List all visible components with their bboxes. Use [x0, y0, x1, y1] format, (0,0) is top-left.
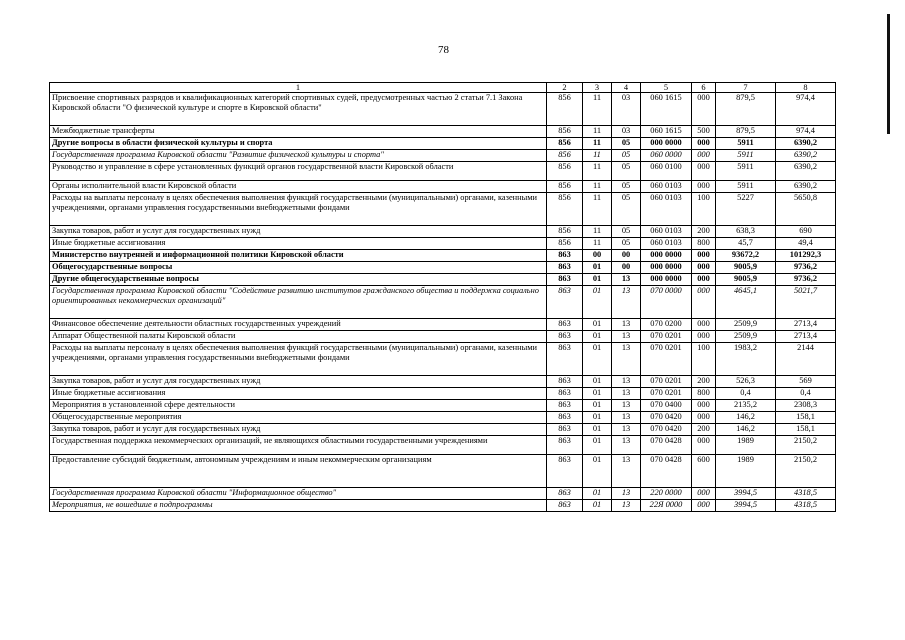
sum-year2-cell: 4318,5 — [776, 488, 836, 500]
expense-type-cell: 000 — [692, 319, 716, 331]
target-article-cell: 070 0420 — [641, 424, 692, 436]
target-article-cell: 070 0201 — [641, 343, 692, 376]
expense-type-cell: 200 — [692, 226, 716, 238]
item-name-cell: Иные бюджетные ассигнования — [50, 388, 547, 400]
sum-year2-cell: 5021,7 — [776, 286, 836, 319]
subsection-cell: 13 — [612, 388, 641, 400]
item-name-cell: Расходы на выплаты персоналу в целях обеспечения выполнения функций государственными (муниципальными) органами, казенными учреждениями, органами управления государственными внебюджетными фондами — [50, 343, 547, 376]
sum-year1-cell: 879,5 — [716, 126, 776, 138]
admin-code-cell: 856 — [547, 162, 583, 181]
target-article-cell: 070 0200 — [641, 319, 692, 331]
item-name-cell: Мероприятия в установленной сфере деятельности — [50, 400, 547, 412]
expense-type-cell: 000 — [692, 150, 716, 162]
subsection-cell: 13 — [612, 500, 641, 512]
subsection-cell: 05 — [612, 138, 641, 150]
subsection-cell: 03 — [612, 93, 641, 126]
subsection-cell: 13 — [612, 424, 641, 436]
section-cell: 01 — [583, 274, 612, 286]
sum-year1-cell: 146,2 — [716, 424, 776, 436]
sum-year2-cell: 2150,2 — [776, 436, 836, 455]
admin-code-cell: 863 — [547, 286, 583, 319]
subsection-cell: 05 — [612, 150, 641, 162]
sum-year2-cell: 2713,4 — [776, 331, 836, 343]
sum-year2-cell: 6390,2 — [776, 138, 836, 150]
target-article-cell: 060 0103 — [641, 181, 692, 193]
table-body — [50, 93, 836, 512]
table-row — [50, 181, 836, 193]
sum-year2-cell: 569 — [776, 376, 836, 388]
target-article-cell: 070 0428 — [641, 436, 692, 455]
sum-year1-cell: 526,3 — [716, 376, 776, 388]
sum-year2-cell: 158,1 — [776, 424, 836, 436]
sum-year2-cell: 2144 — [776, 343, 836, 376]
sum-year1-cell: 3994,5 — [716, 500, 776, 512]
target-article-cell: 060 0000 — [641, 150, 692, 162]
table-row — [50, 400, 836, 412]
target-article-cell: 070 0201 — [641, 388, 692, 400]
section-cell: 11 — [583, 150, 612, 162]
header-cell: 4 — [612, 83, 641, 93]
section-cell: 11 — [583, 193, 612, 226]
admin-code-cell: 863 — [547, 376, 583, 388]
target-article-cell: 000 0000 — [641, 274, 692, 286]
item-name-cell: Межбюджетные трансферты — [50, 126, 547, 138]
expense-type-cell: 000 — [692, 436, 716, 455]
table-row — [50, 150, 836, 162]
target-article-cell: 070 0201 — [641, 331, 692, 343]
sum-year1-cell: 5911 — [716, 162, 776, 181]
table-row — [50, 488, 836, 500]
sum-year2-cell: 974,4 — [776, 93, 836, 126]
table-row — [50, 500, 836, 512]
target-article-cell: 070 0428 — [641, 455, 692, 488]
subsection-cell: 13 — [612, 331, 641, 343]
item-name-cell: Министерство внутренней и информационной политики Кировской области — [50, 250, 547, 262]
sum-year1-cell: 5911 — [716, 138, 776, 150]
table-row — [50, 331, 836, 343]
admin-code-cell: 863 — [547, 319, 583, 331]
expense-type-cell: 000 — [692, 400, 716, 412]
expense-type-cell: 800 — [692, 238, 716, 250]
section-cell: 01 — [583, 376, 612, 388]
table-row — [50, 424, 836, 436]
expense-type-cell: 200 — [692, 376, 716, 388]
table-row — [50, 126, 836, 138]
sum-year2-cell: 5650,8 — [776, 193, 836, 226]
expense-type-cell: 000 — [692, 274, 716, 286]
sum-year1-cell: 879,5 — [716, 93, 776, 126]
section-cell: 01 — [583, 343, 612, 376]
expense-type-cell: 000 — [692, 138, 716, 150]
section-cell: 00 — [583, 250, 612, 262]
column-number-row — [50, 83, 836, 93]
header-cell: 6 — [692, 83, 716, 93]
sum-year1-cell: 146,2 — [716, 412, 776, 424]
item-name-cell: Финансовое обеспечение деятельности областных государственных учреждений — [50, 319, 547, 331]
header-cell: 5 — [641, 83, 692, 93]
target-article-cell: 070 0420 — [641, 412, 692, 424]
table-row — [50, 376, 836, 388]
sum-year2-cell: 690 — [776, 226, 836, 238]
sum-year1-cell: 1983,2 — [716, 343, 776, 376]
sum-year2-cell: 0,4 — [776, 388, 836, 400]
target-article-cell: 220 0000 — [641, 488, 692, 500]
target-article-cell: 060 1615 — [641, 126, 692, 138]
subsection-cell: 05 — [612, 238, 641, 250]
page-edge-mark — [887, 14, 890, 134]
admin-code-cell: 863 — [547, 250, 583, 262]
header-cell: 2 — [547, 83, 583, 93]
admin-code-cell: 863 — [547, 500, 583, 512]
admin-code-cell: 863 — [547, 400, 583, 412]
header-cell: 3 — [583, 83, 612, 93]
target-article-cell: 060 0103 — [641, 226, 692, 238]
item-name-cell: Закупка товаров, работ и услуг для государственных нужд — [50, 376, 547, 388]
item-name-cell: Органы исполнительной власти Кировской области — [50, 181, 547, 193]
subsection-cell: 13 — [612, 343, 641, 376]
sum-year1-cell: 93672,2 — [716, 250, 776, 262]
sum-year2-cell: 2713,4 — [776, 319, 836, 331]
table-row — [50, 455, 836, 488]
admin-code-cell: 863 — [547, 488, 583, 500]
item-name-cell: Присвоение спортивных разрядов и квалификационных категорий спортивных судей, предусмотренных частью 2 статьи 7.1 Закона Кировской области "О физической культуре и спорте в Кировской области" — [50, 93, 547, 126]
target-article-cell: 070 0400 — [641, 400, 692, 412]
item-name-cell: Общегосударственные мероприятия — [50, 412, 547, 424]
admin-code-cell: 856 — [547, 193, 583, 226]
admin-code-cell: 856 — [547, 126, 583, 138]
admin-code-cell: 856 — [547, 181, 583, 193]
item-name-cell: Аппарат Общественной палаты Кировской области — [50, 331, 547, 343]
expense-type-cell: 000 — [692, 500, 716, 512]
table-row — [50, 262, 836, 274]
sum-year1-cell: 3994,5 — [716, 488, 776, 500]
section-cell: 01 — [583, 319, 612, 331]
expense-type-cell: 000 — [692, 93, 716, 126]
table-row — [50, 388, 836, 400]
target-article-cell: 060 0103 — [641, 238, 692, 250]
subsection-cell: 13 — [612, 376, 641, 388]
subsection-cell: 13 — [612, 274, 641, 286]
target-article-cell: 060 0103 — [641, 193, 692, 226]
sum-year1-cell: 5911 — [716, 181, 776, 193]
table-row — [50, 250, 836, 262]
table-row — [50, 274, 836, 286]
sum-year2-cell: 6390,2 — [776, 162, 836, 181]
sum-year2-cell: 9736,2 — [776, 274, 836, 286]
section-cell: 01 — [583, 286, 612, 319]
budget-table — [49, 82, 836, 512]
expense-type-cell: 000 — [692, 412, 716, 424]
sum-year1-cell: 5911 — [716, 150, 776, 162]
table-row — [50, 138, 836, 150]
table-row — [50, 436, 836, 455]
section-cell: 11 — [583, 93, 612, 126]
section-cell: 01 — [583, 488, 612, 500]
expense-type-cell: 000 — [692, 162, 716, 181]
item-name-cell: Общегосударственные вопросы — [50, 262, 547, 274]
expense-type-cell: 100 — [692, 343, 716, 376]
item-name-cell: Другие вопросы в области физической культуры и спорта — [50, 138, 547, 150]
sum-year2-cell: 9736,2 — [776, 262, 836, 274]
sum-year2-cell: 2150,2 — [776, 455, 836, 488]
section-cell: 11 — [583, 238, 612, 250]
item-name-cell: Расходы на выплаты персоналу в целях обеспечения выполнения функций государственными (муниципальными) органами, казенными учреждениями, органами управления государственными внебюджетными фондами — [50, 193, 547, 226]
expense-type-cell: 500 — [692, 126, 716, 138]
item-name-cell: Мероприятия, не вошедшие в подпрограммы — [50, 500, 547, 512]
sum-year2-cell: 49,4 — [776, 238, 836, 250]
item-name-cell: Другие общегосударственные вопросы — [50, 274, 547, 286]
sum-year1-cell: 2509,9 — [716, 319, 776, 331]
sum-year1-cell: 9005,9 — [716, 262, 776, 274]
item-name-cell: Государственная поддержка некоммерческих организаций, не являющихся областными государственными учреждениями — [50, 436, 547, 455]
section-cell: 11 — [583, 226, 612, 238]
subsection-cell: 05 — [612, 162, 641, 181]
sum-year2-cell: 6390,2 — [776, 150, 836, 162]
item-name-cell: Руководство и управление в сфере установленных функций органов государственной власти Кировской области — [50, 162, 547, 181]
admin-code-cell: 863 — [547, 424, 583, 436]
table-row — [50, 162, 836, 181]
target-article-cell: 070 0201 — [641, 376, 692, 388]
admin-code-cell: 863 — [547, 455, 583, 488]
admin-code-cell: 863 — [547, 388, 583, 400]
sum-year1-cell: 1989 — [716, 455, 776, 488]
sum-year1-cell: 9005,9 — [716, 274, 776, 286]
sum-year1-cell: 2135,2 — [716, 400, 776, 412]
section-cell: 01 — [583, 412, 612, 424]
target-article-cell: 060 1615 — [641, 93, 692, 126]
section-cell: 11 — [583, 126, 612, 138]
subsection-cell: 00 — [612, 250, 641, 262]
header-cell: 8 — [776, 83, 836, 93]
section-cell: 11 — [583, 162, 612, 181]
target-article-cell: 22Я 0000 — [641, 500, 692, 512]
section-cell: 11 — [583, 181, 612, 193]
table-row — [50, 93, 836, 126]
expense-type-cell: 800 — [692, 388, 716, 400]
section-cell: 11 — [583, 138, 612, 150]
section-cell: 01 — [583, 500, 612, 512]
target-article-cell: 000 0000 — [641, 262, 692, 274]
subsection-cell: 13 — [612, 455, 641, 488]
sum-year1-cell: 2509,9 — [716, 331, 776, 343]
admin-code-cell: 863 — [547, 274, 583, 286]
admin-code-cell: 856 — [547, 93, 583, 126]
sum-year2-cell: 6390,2 — [776, 181, 836, 193]
admin-code-cell: 863 — [547, 262, 583, 274]
sum-year2-cell: 2308,3 — [776, 400, 836, 412]
expense-type-cell: 000 — [692, 181, 716, 193]
admin-code-cell: 863 — [547, 343, 583, 376]
admin-code-cell: 856 — [547, 238, 583, 250]
target-article-cell: 060 0100 — [641, 162, 692, 181]
expense-type-cell: 100 — [692, 193, 716, 226]
sum-year1-cell: 0,4 — [716, 388, 776, 400]
sum-year1-cell: 1989 — [716, 436, 776, 455]
item-name-cell: Государственная программа Кировской области "Содействие развитию институтов гражданского общества и поддержка социально ориентированных некоммерческих организаций" — [50, 286, 547, 319]
table-row — [50, 193, 836, 226]
sum-year2-cell: 4318,5 — [776, 500, 836, 512]
subsection-cell: 13 — [612, 400, 641, 412]
admin-code-cell: 863 — [547, 331, 583, 343]
sum-year2-cell: 158,1 — [776, 412, 836, 424]
sum-year1-cell: 4645,1 — [716, 286, 776, 319]
table-row — [50, 319, 836, 331]
target-article-cell: 070 0000 — [641, 286, 692, 319]
subsection-cell: 05 — [612, 193, 641, 226]
target-article-cell: 000 0000 — [641, 250, 692, 262]
subsection-cell: 05 — [612, 226, 641, 238]
section-cell: 01 — [583, 331, 612, 343]
table-row — [50, 286, 836, 319]
item-name-cell: Закупка товаров, работ и услуг для государственных нужд — [50, 424, 547, 436]
section-cell: 01 — [583, 424, 612, 436]
subsection-cell: 13 — [612, 488, 641, 500]
sum-year1-cell: 638,3 — [716, 226, 776, 238]
subsection-cell: 13 — [612, 319, 641, 331]
subsection-cell: 00 — [612, 262, 641, 274]
header-cell: 7 — [716, 83, 776, 93]
admin-code-cell: 856 — [547, 138, 583, 150]
table-row — [50, 343, 836, 376]
item-name-cell: Предоставление субсидий бюджетным, автономным учреждениям и иным некоммерческим организациям — [50, 455, 547, 488]
expense-type-cell: 000 — [692, 262, 716, 274]
expense-type-cell: 200 — [692, 424, 716, 436]
subsection-cell: 13 — [612, 412, 641, 424]
section-cell: 01 — [583, 455, 612, 488]
admin-code-cell: 856 — [547, 150, 583, 162]
sum-year2-cell: 974,4 — [776, 126, 836, 138]
admin-code-cell: 863 — [547, 436, 583, 455]
table-row — [50, 238, 836, 250]
header-cell: 1 — [50, 83, 547, 93]
section-cell: 01 — [583, 262, 612, 274]
expense-type-cell: 000 — [692, 250, 716, 262]
section-cell: 01 — [583, 436, 612, 455]
sum-year1-cell: 5227 — [716, 193, 776, 226]
sum-year2-cell: 101292,3 — [776, 250, 836, 262]
expense-type-cell: 600 — [692, 455, 716, 488]
page-number: 78 — [438, 44, 449, 56]
table-row — [50, 226, 836, 238]
expense-type-cell: 000 — [692, 331, 716, 343]
expense-type-cell: 000 — [692, 488, 716, 500]
subsection-cell: 05 — [612, 181, 641, 193]
item-name-cell: Государственная программа Кировской области "Информационное общество" — [50, 488, 547, 500]
subsection-cell: 13 — [612, 286, 641, 319]
section-cell: 01 — [583, 388, 612, 400]
admin-code-cell: 856 — [547, 226, 583, 238]
sum-year1-cell: 45,7 — [716, 238, 776, 250]
item-name-cell: Государственная программа Кировской области "Развитие физической культуры и спорта" — [50, 150, 547, 162]
target-article-cell: 000 0000 — [641, 138, 692, 150]
subsection-cell: 03 — [612, 126, 641, 138]
item-name-cell: Закупка товаров, работ и услуг для государственных нужд — [50, 226, 547, 238]
expense-type-cell: 000 — [692, 286, 716, 319]
section-cell: 01 — [583, 400, 612, 412]
table-row — [50, 412, 836, 424]
item-name-cell: Иные бюджетные ассигнования — [50, 238, 547, 250]
subsection-cell: 13 — [612, 436, 641, 455]
admin-code-cell: 863 — [547, 412, 583, 424]
